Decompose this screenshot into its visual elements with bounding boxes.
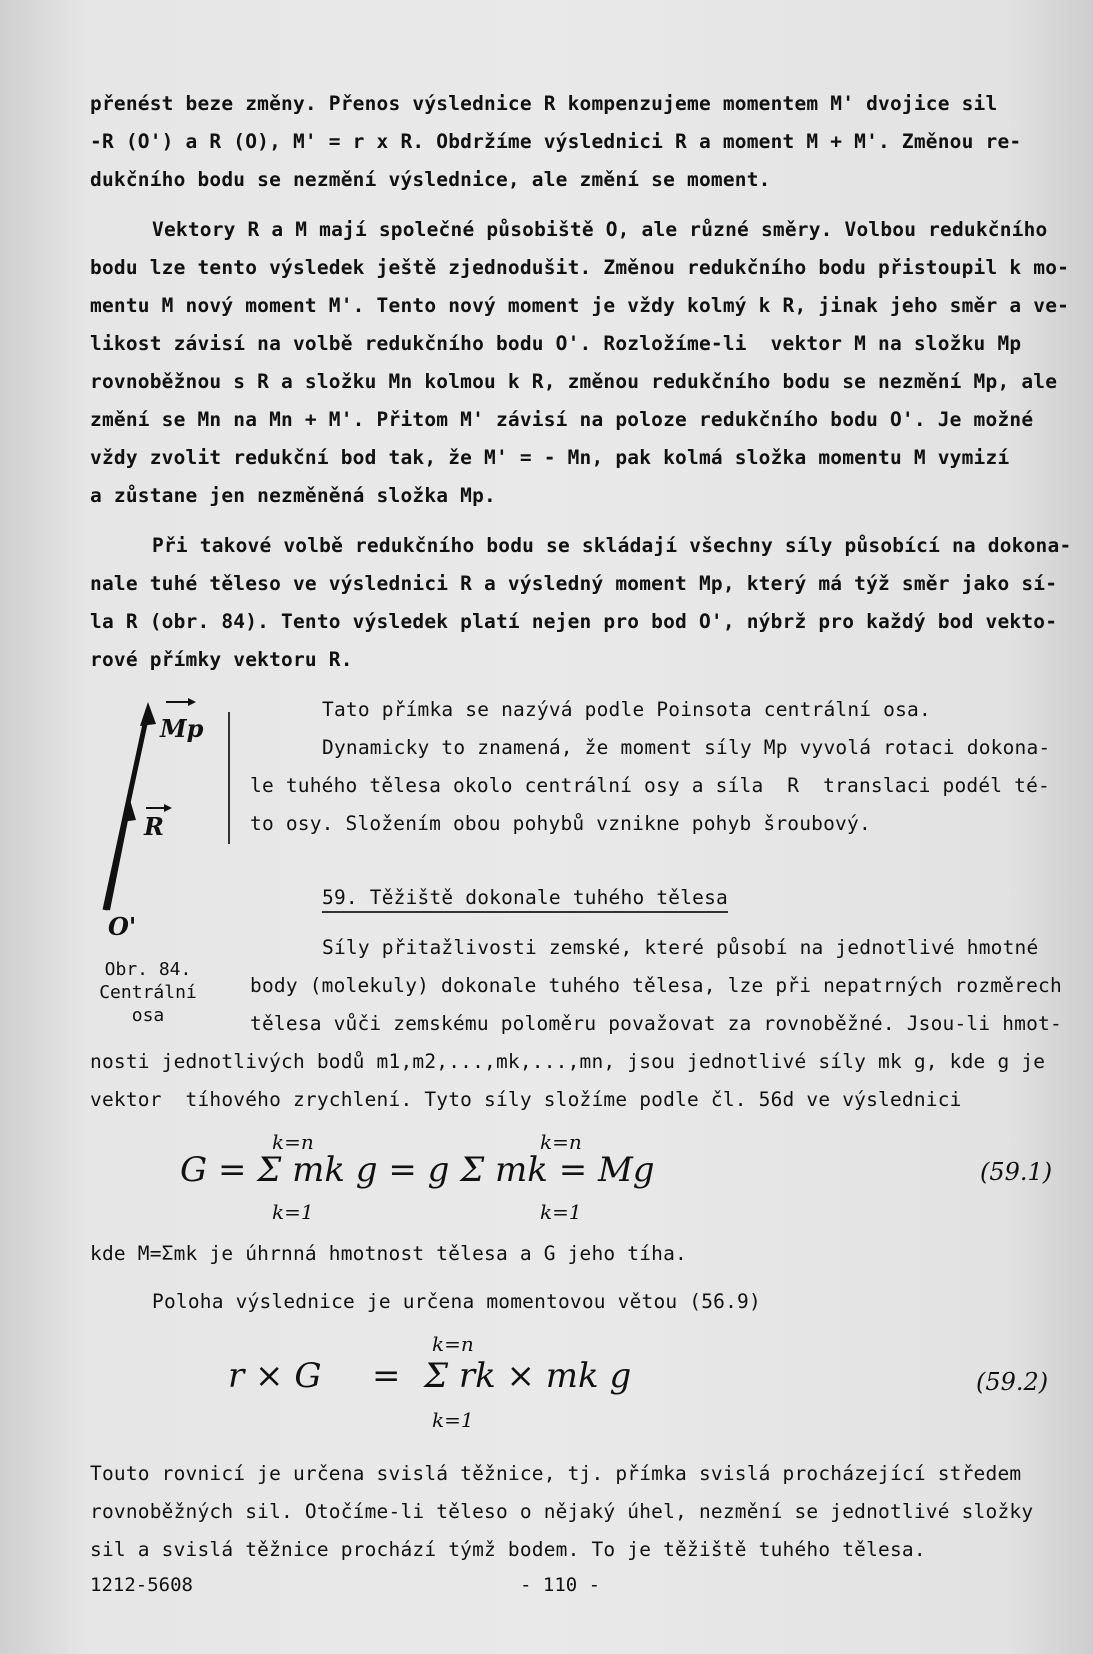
sum-bottom: k=1 <box>432 1408 474 1432</box>
sum-top: k=n <box>272 1130 314 1154</box>
figure-caption: Obr. 84. Centrální osa <box>99 959 197 1026</box>
text-line: změní se Mn na Mn + M'. Přitom M' závisí na poloze redukčního bodu O'. Je možné <box>90 408 1034 431</box>
page-number: - 110 - <box>520 1574 601 1596</box>
figure-label-o: O' <box>108 912 137 941</box>
text-line: rové přímky vektoru R. <box>90 648 353 671</box>
text-line: Vektory R a M mají společné působiště O, ale různé směry. Volbou redukčního <box>152 218 1048 241</box>
sum-top: k=n <box>540 1130 582 1154</box>
text-line: rovnoběžnou s R a složku Mn kolmou k R, změnou redukčního bodu se nezmění Mp, ale <box>90 370 1058 393</box>
text-line: Síly přitažlivosti zemské, které působí na jednotlivé hmotné <box>322 936 1039 959</box>
text-line: a zůstane jen nezměněná složka Mp. <box>90 484 496 507</box>
text-line: Dynamicky to znamená, že moment síly Mp vyvolá rotaci dokona- <box>322 736 1051 759</box>
text-line: la R (obr. 84). Tento výsledek platí nejen pro bod O', nýbrž pro každý bod vekto- <box>90 610 1058 633</box>
sum-top: k=n <box>432 1332 474 1356</box>
figure-label-r: R <box>144 812 164 841</box>
text-line: dukčního bodu se nezmění výslednice, ale změní se moment. <box>90 168 771 191</box>
text-line: bodu lze tento výsledek ještě zjednodušit. Změnou redukčního bodu přistoupil k mo- <box>90 256 1070 279</box>
section-title: 59. Těžiště dokonale tuhého tělesa <box>322 886 728 913</box>
text-line: -R (O') a R (O), M' = r x R. Obdržíme výslednici R a moment M + M'. Změnou re- <box>90 130 1022 153</box>
text-line: nale tuhé těleso ve výslednici R a výsledný moment Mp, který má týž směr jako sí- <box>90 572 1058 595</box>
text-line: to osy. Složením obou pohybů vznikne pohyb šroubový. <box>250 812 871 835</box>
text-line: přenést beze změny. Přenos výslednice R kompenzujeme momentem M' dvojice sil <box>90 92 998 115</box>
text-line: tělesa vůči zemskému poloměru považovat za rovnoběžné. Jsou-li hmot- <box>250 1012 1062 1035</box>
text-line: kde M=Σmk je úhrnná hmotnost tělesa a G jeho tíha. <box>90 1242 687 1265</box>
text-line: le tuhého tělesa okolo centrální osy a síla R translaci podél té- <box>250 774 1050 797</box>
text-line: mentu M nový moment M'. Tento nový moment je vždy kolmý k R, jinak jeho směr a ve- <box>90 294 1070 317</box>
text-line: Poloha výslednice je určena momentovou větou (56.9) <box>152 1290 761 1313</box>
text-line: body (molekuly) dokonale tuhého tělesa, lze při nepatrných rozměrech <box>250 974 1062 997</box>
sum-bottom: k=1 <box>540 1200 582 1224</box>
text-line: vektor tíhového zrychlení. Tyto síly složíme podle čl. 56d ve výslednici <box>90 1088 962 1111</box>
text-line: likost závisí na volbě redukčního bodu O'. Rozložíme-li vektor M na složku Mp <box>90 332 1022 355</box>
equation-number: (59.2) <box>976 1368 1049 1396</box>
text-line: nosti jednotlivých bodů m1,m2,...,mk,...,mn, jsou jednotlivé síly mk g, kde g je <box>90 1050 1046 1073</box>
equation-59-1: G = Σ mk g = g Σ mk = Mg <box>180 1150 655 1190</box>
text-line: sil a svislá těžnice prochází týmž bodem. To je těžiště tuhého tělesa. <box>90 1538 926 1561</box>
text-line: Při takové volbě redukčního bodu se skládají všechny síly působící na dokona- <box>152 534 1072 557</box>
footer-code: 1212-5608 <box>90 1574 193 1596</box>
text-line: Touto rovnicí je určena svislá těžnice, tj. přímka svislá procházející středem <box>90 1462 1022 1485</box>
text-line: Tato přímka se nazývá podle Poinsota centrální osa. <box>322 698 931 721</box>
equation-rhs: Σ rk × mk g <box>424 1356 632 1396</box>
text-line: vždy zvolit redukční bod tak, že M' = - Mn, pak kolmá složka momentu M vymizí <box>90 446 1010 469</box>
text-line: rovnoběžných sil. Otočíme-li těleso o nějaký úhel, nezmění se jednotlivé složky <box>90 1500 1034 1523</box>
equation-equals: = <box>372 1356 401 1396</box>
margin-bar <box>228 712 230 844</box>
sum-bottom: k=1 <box>272 1200 314 1224</box>
equation-lhs: r × G <box>228 1356 322 1396</box>
figure-label-mp: Mp <box>160 714 204 743</box>
equation-number: (59.1) <box>980 1158 1053 1186</box>
